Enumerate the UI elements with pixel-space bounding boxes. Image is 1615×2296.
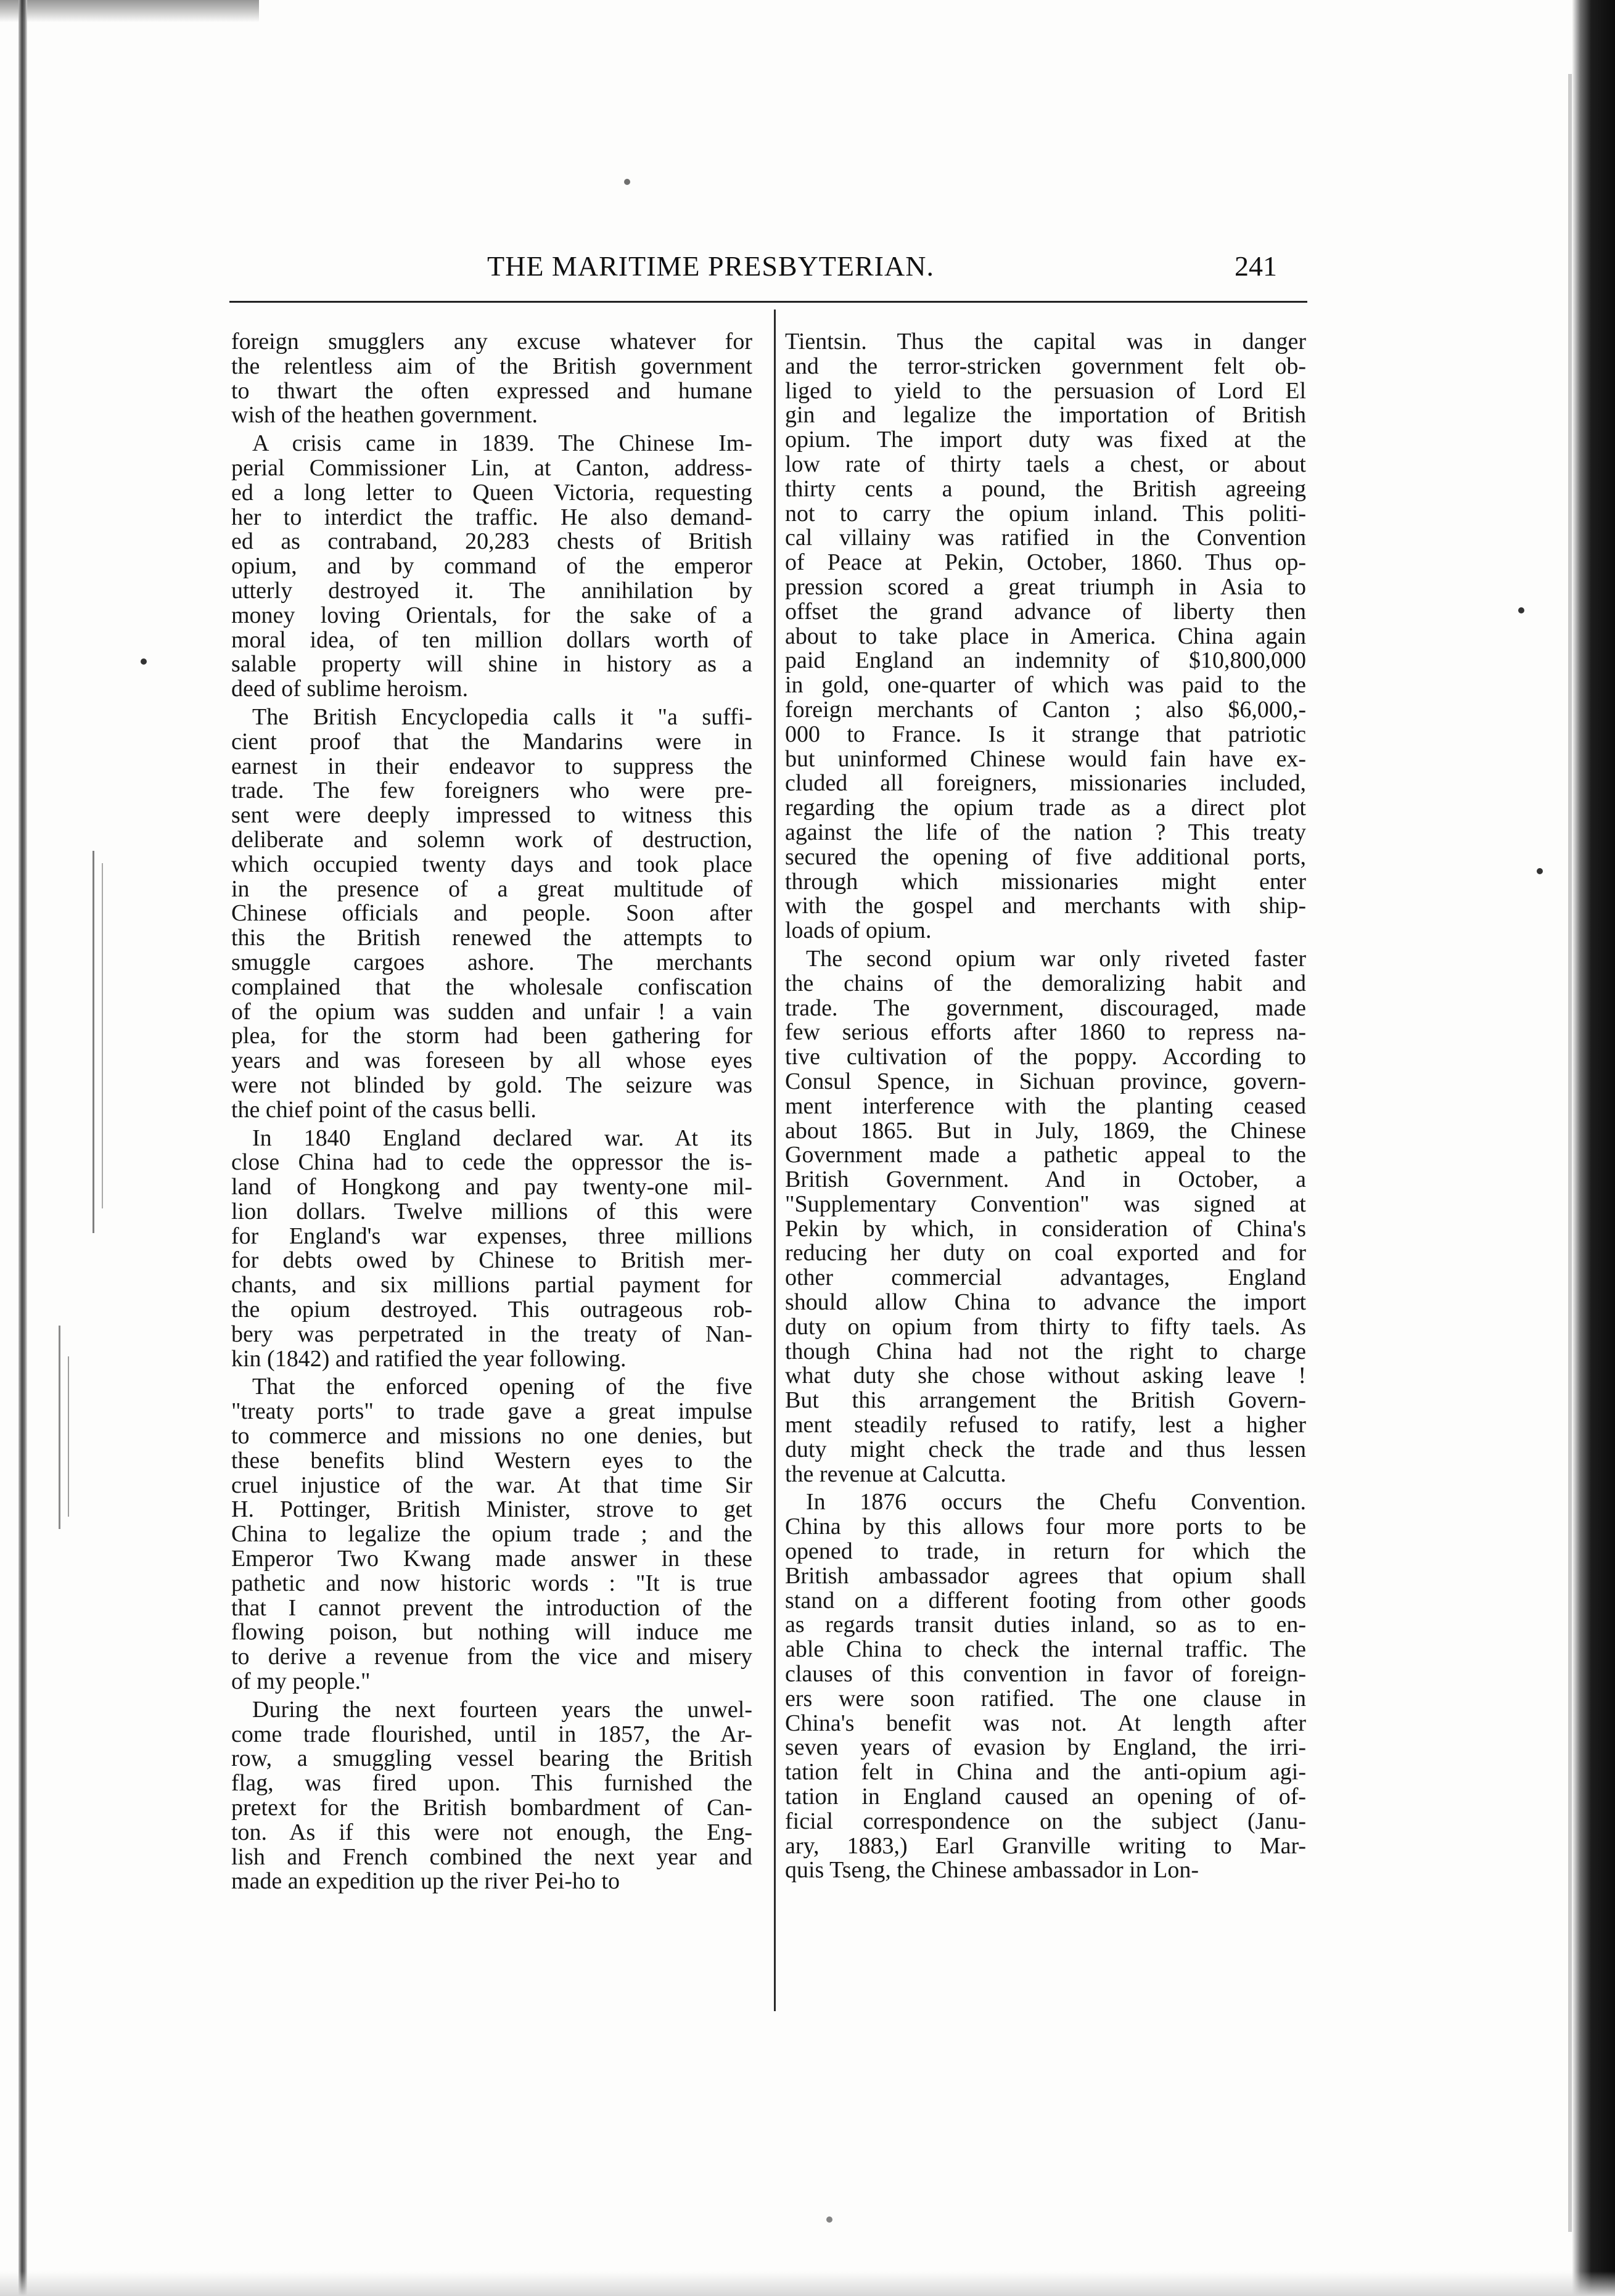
text-line: not to carry the opium inland. This politi- [785,500,1306,527]
text-line: about 1865. But in July, 1869, the Chinese [785,1117,1306,1144]
page-number: 241 [1235,250,1277,282]
text-line: tation in England caused an opening of of- [785,1784,1306,1810]
text-line: the chains of the demoralizing habit and [785,970,1306,996]
text-line: the opium destroyed. This outrageous rob- [231,1297,752,1323]
text-line: Tientsin. Thus the capital was in danger [785,329,1306,355]
text-line: chants, and six millions partial payment for [231,1272,752,1298]
text-line: of Peace at Pekin, October, 1860. Thus op- [785,549,1306,576]
text-line: cluded all foreigners, missionaries included, [785,770,1306,797]
text-line: Chinese officials and people. Soon after [231,900,752,927]
text-line: sent were deeply impressed to witness this [231,802,752,829]
text-line: which occupied twenty days and took place [231,851,752,877]
text-line: That the enforced opening of the five [252,1374,752,1400]
text-line: the chief point of the casus belli. [231,1096,536,1123]
text-line: reducing her duty on coal exported and for [785,1240,1306,1266]
text-line: cruel injustice of the war. At that time Sir [231,1472,752,1498]
text-line: The second opium war only riveted faster [806,945,1306,972]
text-line: Emperor Two Kwang made answer in these [231,1546,752,1572]
text-line: Pekin by which, in consideration of China's [785,1215,1306,1242]
text-line: to derive a revenue from the vice and misery [231,1644,752,1670]
text-line: row, a smuggling vessel bearing the British [231,1745,752,1772]
text-line: regarding the opium trade as a direct plot [785,795,1306,821]
text-line: But this arrangement the British Govern- [785,1387,1306,1414]
text-line: During the next fourteen years the unwel- [252,1696,752,1723]
text-line: cal villainy was ratified in the Convention [785,525,1306,551]
running-title: THE MARITIME PRESBYTERIAN. [487,250,934,282]
text-line: duty might check the trade and thus lessen [785,1436,1306,1462]
page-edge-line [1568,74,1572,2232]
margin-dot [1518,607,1524,613]
text-line: other commercial advantages, England [785,1265,1306,1291]
text-line: In 1840 England declared war. At its [252,1125,752,1151]
text-line: for debts owed by Chinese to British mer- [231,1247,752,1274]
text-line: kin (1842) and ratified the year following. [231,1345,627,1372]
text-line: flowing poison, but nothing will induce me [231,1619,752,1646]
text-line: ment steadily refused to ratify, lest a higher [785,1412,1306,1438]
text-line: money loving Orientals, for the sake of a [231,602,752,628]
text-line: bery was perpetrated in the treaty of Nan- [231,1321,752,1347]
text-line: lion dollars. Twelve millions of this were [231,1198,752,1224]
margin-dot [1537,868,1543,874]
text-line: for England's war expenses, three millions [231,1223,752,1249]
text-line: quis Tseng, the Chinese ambassador in Lon- [785,1857,1199,1884]
text-line: deliberate and solemn work of destruction, [231,826,752,853]
text-line: pretext for the British bombardment of Can- [231,1795,752,1821]
text-line: Government made a pathetic appeal to the [785,1142,1306,1168]
text-line: seven years of evasion by England, the irri- [785,1734,1306,1761]
text-line: stand on a different footing from other goods [785,1587,1306,1613]
text-line: tation felt in China and the anti-opium agi- [785,1759,1306,1786]
text-line: loads of opium. [785,917,932,944]
text-line: clauses of this convention in favor of foreign- [785,1661,1306,1687]
text-line: in gold, one-quarter of which was paid to the [785,672,1306,699]
text-line: trade. The government, discouraged, made [785,994,1306,1021]
text-line: earnest in their endeavor to suppress the [231,753,752,779]
text-line: moral idea, of ten million dollars worth of [231,626,752,653]
scan-smudge [0,0,259,22]
text-line: smuggle cargoes ashore. The merchants [231,949,752,975]
text-line: "treaty ports" to trade gave a great impulse [231,1398,752,1425]
margin-dot [624,179,630,185]
text-line: wish of the heathen government. [231,402,538,428]
text-line: about to take place in America. China again [785,623,1306,649]
text-line: foreign merchants of Canton ; also $6,000,- [785,696,1306,723]
text-line: opium, and by command of the emperor [231,553,752,580]
text-line: The British Encyclopedia calls it "a suffi- [252,703,752,730]
text-line: should allow China to advance the import [785,1289,1306,1316]
text-line: tive cultivation of the poppy. According to [785,1044,1306,1070]
left-column [231,330,752,1894]
text-line: land of Hongkong and pay twenty-one mil- [231,1174,752,1200]
text-line: ment interference with the planting ceased [785,1093,1306,1119]
margin-mark [68,1356,69,1517]
text-line: utterly destroyed it. The annihilation by [231,577,752,604]
text-line: made an expedition up the river Pei-ho to [231,1868,620,1895]
text-line: the relentless aim of the British government [231,353,752,379]
text-line: low rate of thirty taels a chest, or about [785,451,1306,477]
text-line: gin and legalize the importation of British [785,402,1306,428]
text-line: of the opium was sudden and unfair ! a vain [231,998,752,1025]
text-line: the revenue at Calcutta. [785,1461,1006,1487]
text-line: offset the grand advance of liberty then [785,598,1306,625]
column-divider [774,310,776,2011]
text-line: duty on opium from thirty to fifty taels. As [785,1313,1306,1340]
text-line: British ambassador agrees that opium shall [785,1562,1306,1589]
text-line: perial Commissioner Lin, at Canton, address- [231,454,752,481]
text-line: but uninformed Chinese would fain have ex- [785,745,1306,772]
text-line: close China had to cede the oppressor the is- [231,1149,752,1176]
text-line: 000 to France. Is it strange that patriotic [785,721,1306,747]
text-line: ers were soon ratified. The one clause in [785,1685,1306,1712]
margin-dot [141,658,147,665]
text-line: through which missionaries might enter [785,868,1306,895]
text-line: ed as contraband, 20,283 chests of British [231,528,752,555]
text-line: pression scored a great triumph in Asia to [785,573,1306,600]
right-column [785,330,1306,1883]
text-line: secured the opening of five additional ports, [785,843,1306,870]
text-line: come trade flourished, until in 1857, the Ar- [231,1721,752,1747]
text-line: against the life of the nation ? This treaty [785,819,1306,845]
text-line: China's benefit was not. At length after [785,1710,1306,1736]
text-line: though China had not the right to charge [785,1338,1306,1364]
text-line: few serious efforts after 1860 to repress na- [785,1019,1306,1046]
text-line: opened to trade, in return for which the [785,1538,1306,1565]
text-line: pathetic and now historic words : "It is true [231,1570,752,1596]
text-line: "Supplementary Convention" was signed at [785,1191,1306,1217]
text-line: plea, for the storm had been gathering for [231,1023,752,1049]
text-line: this the British renewed the attempts to [231,925,752,951]
margin-mark [102,863,103,1208]
text-line: China by this allows four more ports to be [785,1514,1306,1540]
text-line: lish and French combined the next year and [231,1843,752,1870]
text-line: her to interdict the traffic. He also demand- [231,504,752,530]
text-line: of my people." [231,1668,371,1695]
text-line: to thwart the often expressed and humane [231,377,752,404]
text-line: In 1876 occurs the Chefu Convention. [806,1489,1306,1515]
header-rule [229,301,1307,303]
text-line: and the terror-stricken government felt ob- [785,353,1306,379]
text-line: in the presence of a great multitude of [231,875,752,902]
text-line: foreign smugglers any excuse whatever for [231,329,752,355]
bottom-edge [0,2271,1615,2296]
text-line: complained that the wholesale confiscation [231,974,752,1000]
text-line: able China to check the internal traffic. The [785,1636,1306,1663]
text-line: liged to yield to the persuasion of Lord El [785,377,1306,404]
text-line: trade. The few foreigners who were pre- [231,777,752,804]
text-line: China to legalize the opium trade ; and the [231,1521,752,1548]
text-line: were not blinded by gold. The seizure was [231,1072,752,1098]
text-line: these benefits blind Western eyes to the [231,1447,752,1474]
text-line: flag, was fired upon. This furnished the [231,1770,752,1797]
text-line: paid England an indemnity of $10,800,000 [785,647,1306,674]
margin-mark [92,851,94,1233]
text-line: that I cannot prevent the introduction of the [231,1594,752,1621]
text-line: thirty cents a pound, the British agreeing [785,475,1306,502]
text-line: Consul Spence, in Sichuan province, govern- [785,1068,1306,1094]
text-line: cient proof that the Mandarins were in [231,728,752,755]
text-line: opium. The import duty was fixed at the [785,427,1306,453]
text-line: salable property will shine in history as a [231,651,752,678]
text-line: ed a long letter to Queen Victoria, requesting [231,479,752,506]
text-line: ary, 1883,) Earl Granville writing to Mar- [785,1832,1306,1859]
text-line: deed of sublime heroism. [231,676,469,702]
page-edge-shadow [1572,0,1615,2296]
text-line: as regards transit duties inland, so as to en- [785,1612,1306,1638]
margin-mark [59,1326,60,1529]
text-line: with the gospel and merchants with ship- [785,893,1306,919]
text-line: British Government. And in October, a [785,1166,1306,1193]
text-line: what duty she chose without asking leave ! [785,1363,1306,1389]
binding-edge [18,0,27,2296]
margin-dot [826,2216,832,2223]
text-line: years and was foreseen by all whose eyes [231,1048,752,1074]
text-line: to commerce and missions no one denies, but [231,1423,752,1449]
text-line: ton. As if this were not enough, the Eng- [231,1819,752,1845]
text-line: H. Pottinger, British Minister, strove to get [231,1496,752,1523]
text-line: A crisis came in 1839. The Chinese Im- [252,430,752,457]
text-line: ficial correspondence on the subject (Janu- [785,1808,1306,1834]
